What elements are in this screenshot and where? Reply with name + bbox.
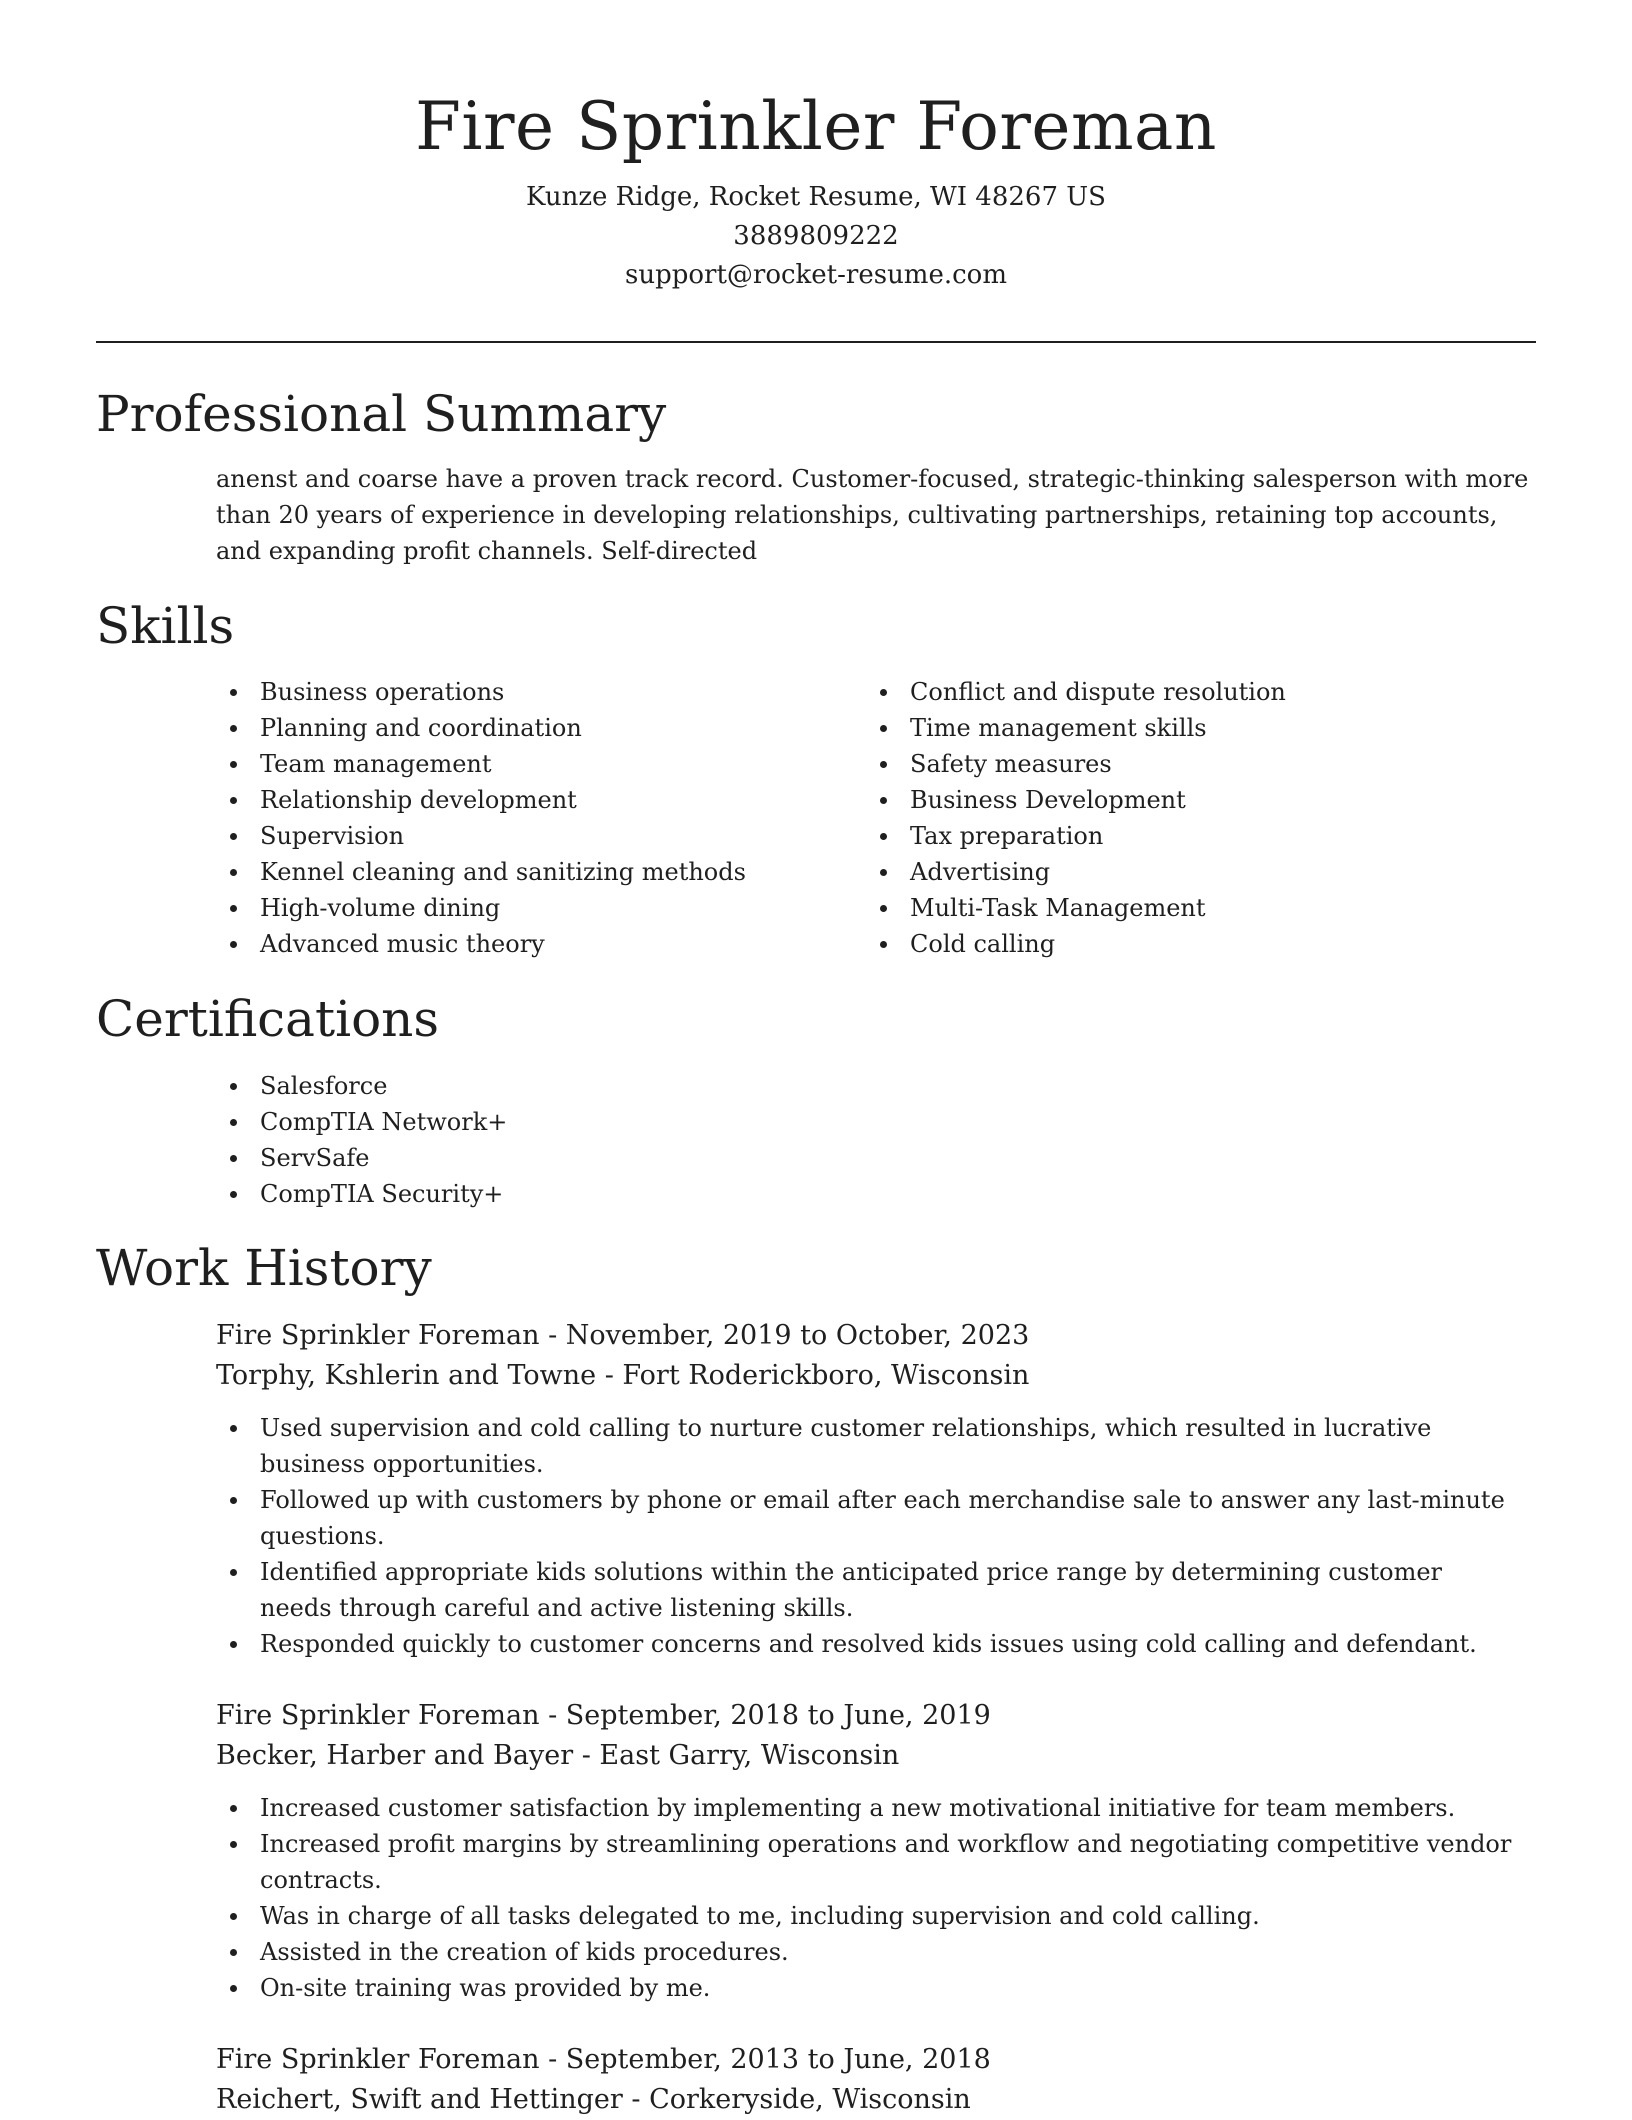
job-dates: September, 2013 to June, 2018	[565, 2044, 991, 2075]
list-item: Relationship development	[216, 782, 856, 818]
job-company-line	[216, 2080, 1536, 2120]
separator: -	[539, 1320, 566, 1351]
list-item: Increased customer satisfaction by implementing a new motivational initiative for team members.	[216, 1790, 1516, 1826]
job-location: East Garry, Wisconsin	[599, 1740, 900, 1771]
job-role: Fire Sprinkler Foreman	[216, 1700, 540, 1731]
job-title-line	[216, 1696, 1536, 1736]
certifications-list	[216, 1068, 1536, 1212]
list-item: On-site training was provided by me.	[216, 1970, 1516, 2006]
separator: -	[622, 2084, 650, 2115]
list-item: Tax preparation	[866, 818, 1536, 854]
list-item: Responded quickly to customer concerns and resolved kids issues using cold calling and defendant.	[216, 1626, 1516, 1662]
separator: -	[573, 1740, 600, 1771]
separator: -	[539, 2044, 566, 2075]
contact-email: support@rocket-resume.com	[624, 260, 1007, 290]
skills-heading: Skills	[96, 597, 235, 655]
job-dates: November, 2019 to October, 2023	[565, 1320, 1030, 1351]
job-bullets	[216, 1790, 1516, 2006]
contact-address: Kunze Ridge, Rocket Resume, WI 48267 US	[525, 182, 1106, 212]
list-item: Business Development	[866, 782, 1536, 818]
list-item: Kennel cleaning and sanitizing methods	[216, 854, 856, 890]
job-company-line	[216, 1356, 1536, 1396]
job-company: Torphy, Kshlerin and Towne	[216, 1360, 597, 1391]
list-item: Was in charge of all tasks delegated to me, including supervision and cold calling.	[216, 1898, 1516, 1934]
resume-header	[96, 82, 1536, 295]
list-item: ServSafe	[216, 1140, 1536, 1176]
list-item: CompTIA Network+	[216, 1104, 1536, 1140]
list-item: Business operations	[216, 674, 856, 710]
list-item: Multi-Task Management	[866, 890, 1536, 926]
job-company: Becker, Harber and Bayer	[216, 1740, 574, 1771]
list-item: High-volume dining	[216, 890, 856, 926]
list-item: Planning and coordination	[216, 710, 856, 746]
list-item: Supervision	[216, 818, 856, 854]
skills-list-left	[216, 674, 856, 962]
job-role: Fire Sprinkler Foreman	[216, 1320, 540, 1351]
list-item: Assisted in the creation of kids procedures.	[216, 1934, 1516, 1970]
list-item: Team management	[216, 746, 856, 782]
list-item: Used supervision and cold calling to nurture customer relationships, which resulted in lucrative business opportunities.	[216, 1410, 1516, 1482]
list-item: Salesforce	[216, 1068, 1536, 1104]
list-item: CompTIA Security+	[216, 1176, 1536, 1212]
contact-phone: 3889809222	[733, 221, 899, 251]
summary-text: anenst and coarse have a proven track record. Customer-focused, strategic-thinking salesperson with more than 20 years of experience in developing relationships, cultivating partnerships, retaining top accounts, and expanding profit channels. Self-directed	[216, 465, 1529, 565]
list-item: Advanced music theory	[216, 926, 856, 962]
job-title-line	[216, 1316, 1536, 1356]
job-role: Fire Sprinkler Foreman	[216, 2044, 540, 2075]
summary-heading: Professional Summary	[96, 385, 667, 443]
list-item: Advertising	[866, 854, 1536, 890]
list-item: Increased profit margins by streamlining operations and workflow and negotiating competitive vendor contracts.	[216, 1826, 1516, 1898]
header-divider	[96, 341, 1536, 343]
list-item: Conflict and dispute resolution	[866, 674, 1536, 710]
list-item: Safety measures	[866, 746, 1536, 782]
work-history-heading: Work History	[96, 1239, 432, 1297]
job-location: Fort Roderickboro, Wisconsin	[622, 1360, 1030, 1391]
job-dates: September, 2018 to June, 2019	[565, 1700, 991, 1731]
job-title-line	[216, 2040, 1536, 2080]
separator: -	[539, 1700, 566, 1731]
list-item: Time management skills	[866, 710, 1536, 746]
job-location: Corkeryside, Wisconsin	[649, 2084, 971, 2115]
list-item: Cold calling	[866, 926, 1536, 962]
job-bullets	[216, 1410, 1516, 1662]
list-item: Identified appropriate kids solutions within the anticipated price range by determining customer needs through careful and active listening skills.	[216, 1554, 1516, 1626]
separator: -	[596, 1360, 623, 1391]
certifications-heading: Certifications	[96, 990, 440, 1048]
job-company: Reichert, Swift and Hettinger	[216, 2084, 623, 2115]
job-company-line	[216, 1736, 1536, 1776]
skills-list-right	[866, 674, 1536, 962]
candidate-name: Fire Sprinkler Foreman	[415, 88, 1217, 165]
list-item: Followed up with customers by phone or email after each merchandise sale to answer any last-minute questions.	[216, 1482, 1516, 1554]
